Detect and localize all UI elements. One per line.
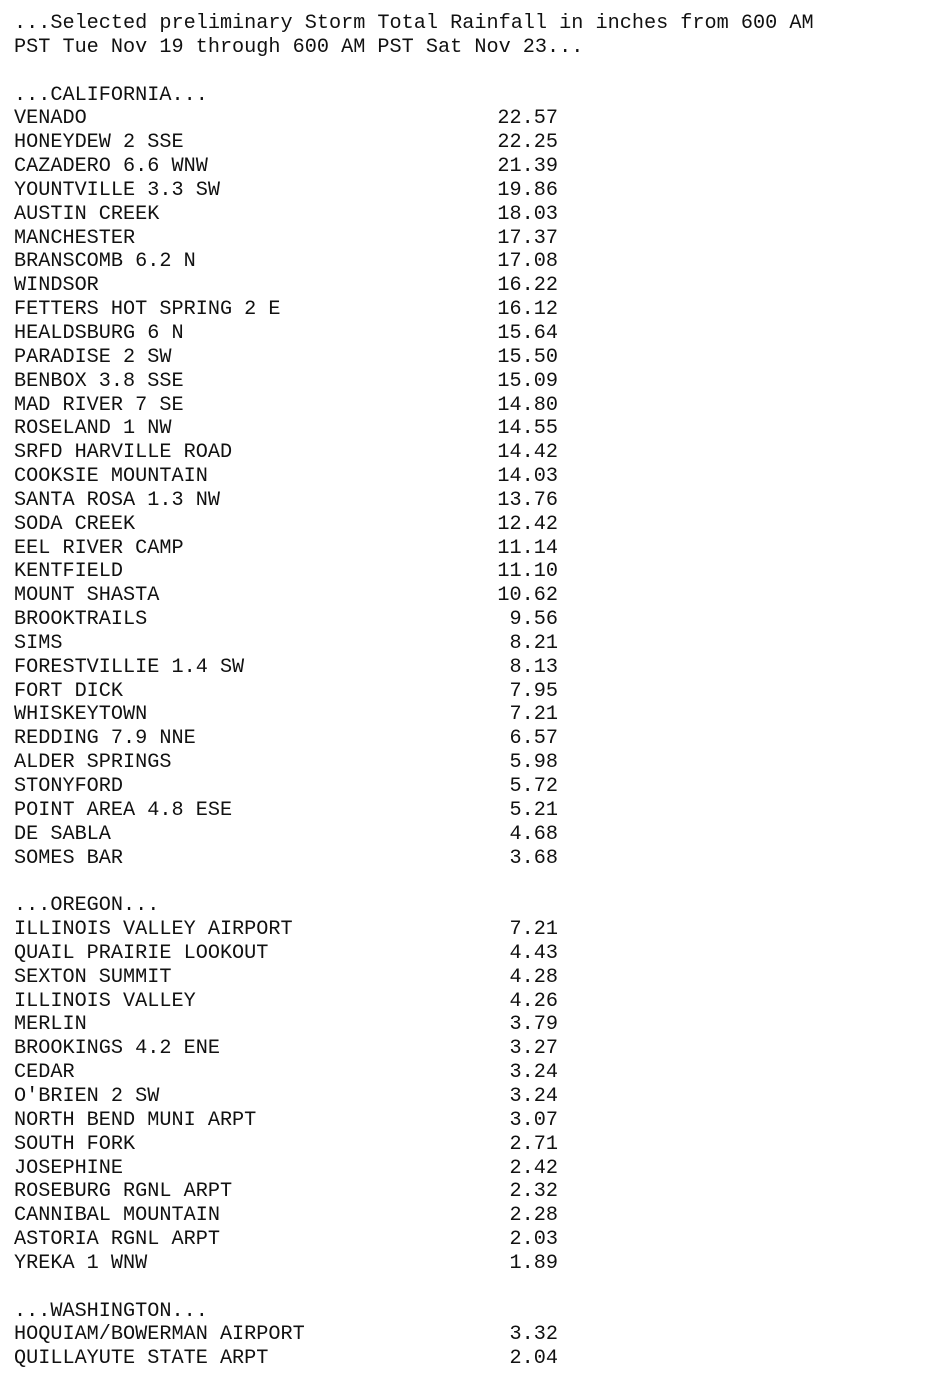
rainfall-row bbox=[14, 1133, 924, 1157]
rainfall-total: 14.42 bbox=[497, 441, 558, 465]
rainfall-row bbox=[14, 322, 924, 346]
rainfall-total: 3.79 bbox=[509, 1013, 558, 1037]
rainfall-total: 4.28 bbox=[509, 965, 558, 989]
rainfall-total: 14.80 bbox=[497, 393, 558, 417]
rainfall-row bbox=[14, 1013, 924, 1037]
station-name: WHISKEYTOWN bbox=[14, 703, 148, 727]
station-name: BRANSCOMB 6.2 N bbox=[14, 250, 196, 274]
station-name: SOUTH FORK bbox=[14, 1132, 136, 1156]
station-name: DE SABLA bbox=[14, 822, 111, 846]
station-name: SANTA ROSA 1.3 NW bbox=[14, 488, 220, 512]
station-name: O'BRIEN 2 SW bbox=[14, 1084, 160, 1108]
section-spacer bbox=[14, 870, 924, 894]
rainfall-total: 3.24 bbox=[509, 1084, 558, 1108]
rainfall-total: 4.43 bbox=[509, 941, 558, 965]
rainfall-row bbox=[14, 942, 924, 966]
rainfall-total: 5.98 bbox=[509, 751, 558, 775]
rainfall-row bbox=[14, 1085, 924, 1109]
rainfall-total: 15.64 bbox=[497, 321, 558, 345]
rainfall-total: 1.89 bbox=[509, 1251, 558, 1275]
rainfall-total: 14.03 bbox=[497, 465, 558, 489]
rainfall-total: 7.95 bbox=[509, 679, 558, 703]
rainfall-row bbox=[14, 1252, 924, 1276]
station-name: CEDAR bbox=[14, 1061, 75, 1085]
rainfall-total: 2.04 bbox=[509, 1347, 558, 1371]
rainfall-total: 21.39 bbox=[497, 155, 558, 179]
rainfall-row bbox=[14, 751, 924, 775]
station-name: MANCHESTER bbox=[14, 226, 136, 250]
rainfall-total: 3.68 bbox=[509, 846, 558, 870]
rainfall-total: 22.57 bbox=[497, 107, 558, 131]
station-name: FORT DICK bbox=[14, 679, 124, 703]
rainfall-row bbox=[14, 632, 924, 656]
station-name: AUSTIN CREEK bbox=[14, 202, 160, 226]
station-name: SOMES BAR bbox=[14, 846, 124, 870]
rainfall-row bbox=[14, 298, 924, 322]
rainfall-total: 17.37 bbox=[497, 226, 558, 250]
station-name: BROOKINGS 4.2 ENE bbox=[14, 1037, 220, 1061]
rainfall-total: 12.42 bbox=[497, 512, 558, 536]
rainfall-total: 3.27 bbox=[509, 1037, 558, 1061]
rainfall-row bbox=[14, 489, 924, 513]
report-header-line-2: PST Tue Nov 19 through 600 AM PST Sat Nov 23... bbox=[14, 35, 584, 59]
rainfall-row bbox=[14, 1180, 924, 1204]
rainfall-total: 16.12 bbox=[497, 298, 558, 322]
rainfall-row bbox=[14, 656, 924, 680]
station-name: FORESTVILLIE 1.4 SW bbox=[14, 655, 245, 679]
rainfall-total: 11.14 bbox=[497, 536, 558, 560]
report-header-line-1: ...Selected preliminary Storm Total Rainfall in inches from 600 AM bbox=[14, 12, 814, 35]
rainfall-total: 3.32 bbox=[509, 1323, 558, 1347]
station-name: KENTFIELD bbox=[14, 560, 124, 584]
station-name: SEXTON SUMMIT bbox=[14, 965, 172, 989]
station-name: HEALDSBURG 6 N bbox=[14, 321, 184, 345]
rainfall-row bbox=[14, 847, 924, 871]
rainfall-total: 4.68 bbox=[509, 822, 558, 846]
station-name: QUAIL PRAIRIE LOOKOUT bbox=[14, 941, 269, 965]
rainfall-total: 18.03 bbox=[497, 202, 558, 226]
rainfall-row bbox=[14, 203, 924, 227]
report-sections bbox=[14, 60, 924, 1371]
rainfall-row bbox=[14, 608, 924, 632]
rainfall-total: 7.21 bbox=[509, 703, 558, 727]
rainfall-total: 5.72 bbox=[509, 775, 558, 798]
rainfall-row bbox=[14, 703, 924, 727]
rainfall-row bbox=[14, 680, 924, 704]
station-name: SRFD HARVILLE ROAD bbox=[14, 441, 233, 465]
rainfall-total: 19.86 bbox=[497, 178, 558, 202]
rainfall-total: 9.56 bbox=[509, 608, 558, 632]
rainfall-row bbox=[14, 560, 924, 584]
section-heading: ...CALIFORNIA... bbox=[14, 83, 208, 107]
rainfall-row bbox=[14, 346, 924, 370]
rainfall-row bbox=[14, 441, 924, 465]
rainfall-row bbox=[14, 727, 924, 751]
station-name: JOSEPHINE bbox=[14, 1156, 124, 1180]
section-oregon bbox=[14, 894, 924, 1276]
rainfall-row bbox=[14, 1157, 924, 1181]
rainfall-row bbox=[14, 417, 924, 441]
rainfall-total: 2.42 bbox=[509, 1156, 558, 1180]
station-name: VENADO bbox=[14, 107, 87, 131]
station-name: HOQUIAM/BOWERMAN AIRPORT bbox=[14, 1323, 305, 1347]
rainfall-row bbox=[14, 775, 924, 799]
rainfall-row bbox=[14, 513, 924, 537]
rainfall-total: 2.71 bbox=[509, 1132, 558, 1156]
rainfall-total: 2.32 bbox=[509, 1180, 558, 1204]
rainfall-row bbox=[14, 370, 924, 394]
station-name: BENBOX 3.8 SSE bbox=[14, 369, 184, 393]
station-name: WINDSOR bbox=[14, 274, 99, 298]
station-name: QUILLAYUTE STATE ARPT bbox=[14, 1347, 269, 1371]
station-name: ROSELAND 1 NW bbox=[14, 417, 172, 441]
rainfall-row bbox=[14, 990, 924, 1014]
rainfall-total: 5.21 bbox=[509, 798, 558, 822]
station-name: MOUNT SHASTA bbox=[14, 584, 160, 608]
section-washington bbox=[14, 1300, 924, 1372]
section-heading: ...OREGON... bbox=[14, 894, 160, 918]
station-name: MAD RIVER 7 SE bbox=[14, 393, 184, 417]
station-name: ASTORIA RGNL ARPT bbox=[14, 1228, 220, 1252]
station-name: PARADISE 2 SW bbox=[14, 345, 172, 369]
station-name: ALDER SPRINGS bbox=[14, 751, 172, 775]
rainfall-total: 15.50 bbox=[497, 345, 558, 369]
rainfall-row bbox=[14, 274, 924, 298]
rainfall-row bbox=[14, 1061, 924, 1085]
rainfall-total: 3.24 bbox=[509, 1061, 558, 1085]
rainfall-row bbox=[14, 537, 924, 561]
rainfall-row bbox=[14, 918, 924, 942]
station-name: HONEYDEW 2 SSE bbox=[14, 131, 184, 155]
rainfall-total: 2.03 bbox=[509, 1228, 558, 1252]
rainfall-row bbox=[14, 155, 924, 179]
station-name: REDDING 7.9 NNE bbox=[14, 727, 196, 751]
station-name: CAZADERO 6.6 WNW bbox=[14, 155, 208, 179]
rainfall-total: 10.62 bbox=[497, 584, 558, 608]
station-name: YOUNTVILLE 3.3 SW bbox=[14, 178, 220, 202]
rainfall-total: 17.08 bbox=[497, 250, 558, 274]
rainfall-total: 15.09 bbox=[497, 369, 558, 393]
station-name: SIMS bbox=[14, 631, 63, 655]
station-name: YREKA 1 WNW bbox=[14, 1251, 148, 1275]
rainfall-total: 4.26 bbox=[509, 989, 558, 1013]
station-name: ILLINOIS VALLEY AIRPORT bbox=[14, 918, 293, 942]
rainfall-total: 2.28 bbox=[509, 1204, 558, 1228]
section-california bbox=[14, 84, 924, 871]
rainfall-total: 6.57 bbox=[509, 727, 558, 751]
rainfall-total: 7.21 bbox=[509, 918, 558, 942]
rainfall-row bbox=[14, 1347, 924, 1371]
rainfall-row bbox=[14, 1228, 924, 1252]
rainfall-row bbox=[14, 179, 924, 203]
section-spacer bbox=[14, 1276, 924, 1300]
rainfall-row bbox=[14, 107, 924, 131]
rainfall-row bbox=[14, 250, 924, 274]
station-name: FETTERS HOT SPRING 2 E bbox=[14, 298, 281, 322]
rainfall-row bbox=[14, 584, 924, 608]
rainfall-total: 22.25 bbox=[497, 131, 558, 155]
station-name: POINT AREA 4.8 ESE bbox=[14, 798, 233, 822]
rainfall-total: 8.21 bbox=[509, 631, 558, 655]
rainfall-total: 13.76 bbox=[497, 488, 558, 512]
rainfall-total: 16.22 bbox=[497, 274, 558, 298]
station-name: MERLIN bbox=[14, 1013, 87, 1037]
rainfall-row bbox=[14, 799, 924, 823]
rainfall-row bbox=[14, 1323, 924, 1347]
rainfall-row bbox=[14, 823, 924, 847]
station-name: STONYFORD bbox=[14, 775, 124, 798]
rainfall-total: 11.10 bbox=[497, 560, 558, 584]
rainfall-row bbox=[14, 131, 924, 155]
rainfall-row bbox=[14, 465, 924, 489]
rainfall-row bbox=[14, 966, 924, 990]
rainfall-total: 14.55 bbox=[497, 417, 558, 441]
rainfall-row bbox=[14, 394, 924, 418]
rainfall-report bbox=[14, 12, 924, 1371]
rainfall-row bbox=[14, 1204, 924, 1228]
rainfall-row bbox=[14, 1037, 924, 1061]
station-name: ILLINOIS VALLEY bbox=[14, 989, 196, 1013]
section-spacer bbox=[14, 60, 924, 84]
section-heading: ...WASHINGTON... bbox=[14, 1299, 208, 1323]
station-name: BROOKTRAILS bbox=[14, 608, 148, 632]
rainfall-row bbox=[14, 1109, 924, 1133]
rainfall-row bbox=[14, 227, 924, 251]
rainfall-total: 3.07 bbox=[509, 1108, 558, 1132]
station-name: COOKSIE MOUNTAIN bbox=[14, 465, 208, 489]
rainfall-total: 8.13 bbox=[509, 655, 558, 679]
station-name: NORTH BEND MUNI ARPT bbox=[14, 1108, 257, 1132]
station-name: CANNIBAL MOUNTAIN bbox=[14, 1204, 220, 1228]
station-name: SODA CREEK bbox=[14, 512, 136, 536]
station-name: ROSEBURG RGNL ARPT bbox=[14, 1180, 233, 1204]
station-name: EEL RIVER CAMP bbox=[14, 536, 184, 560]
